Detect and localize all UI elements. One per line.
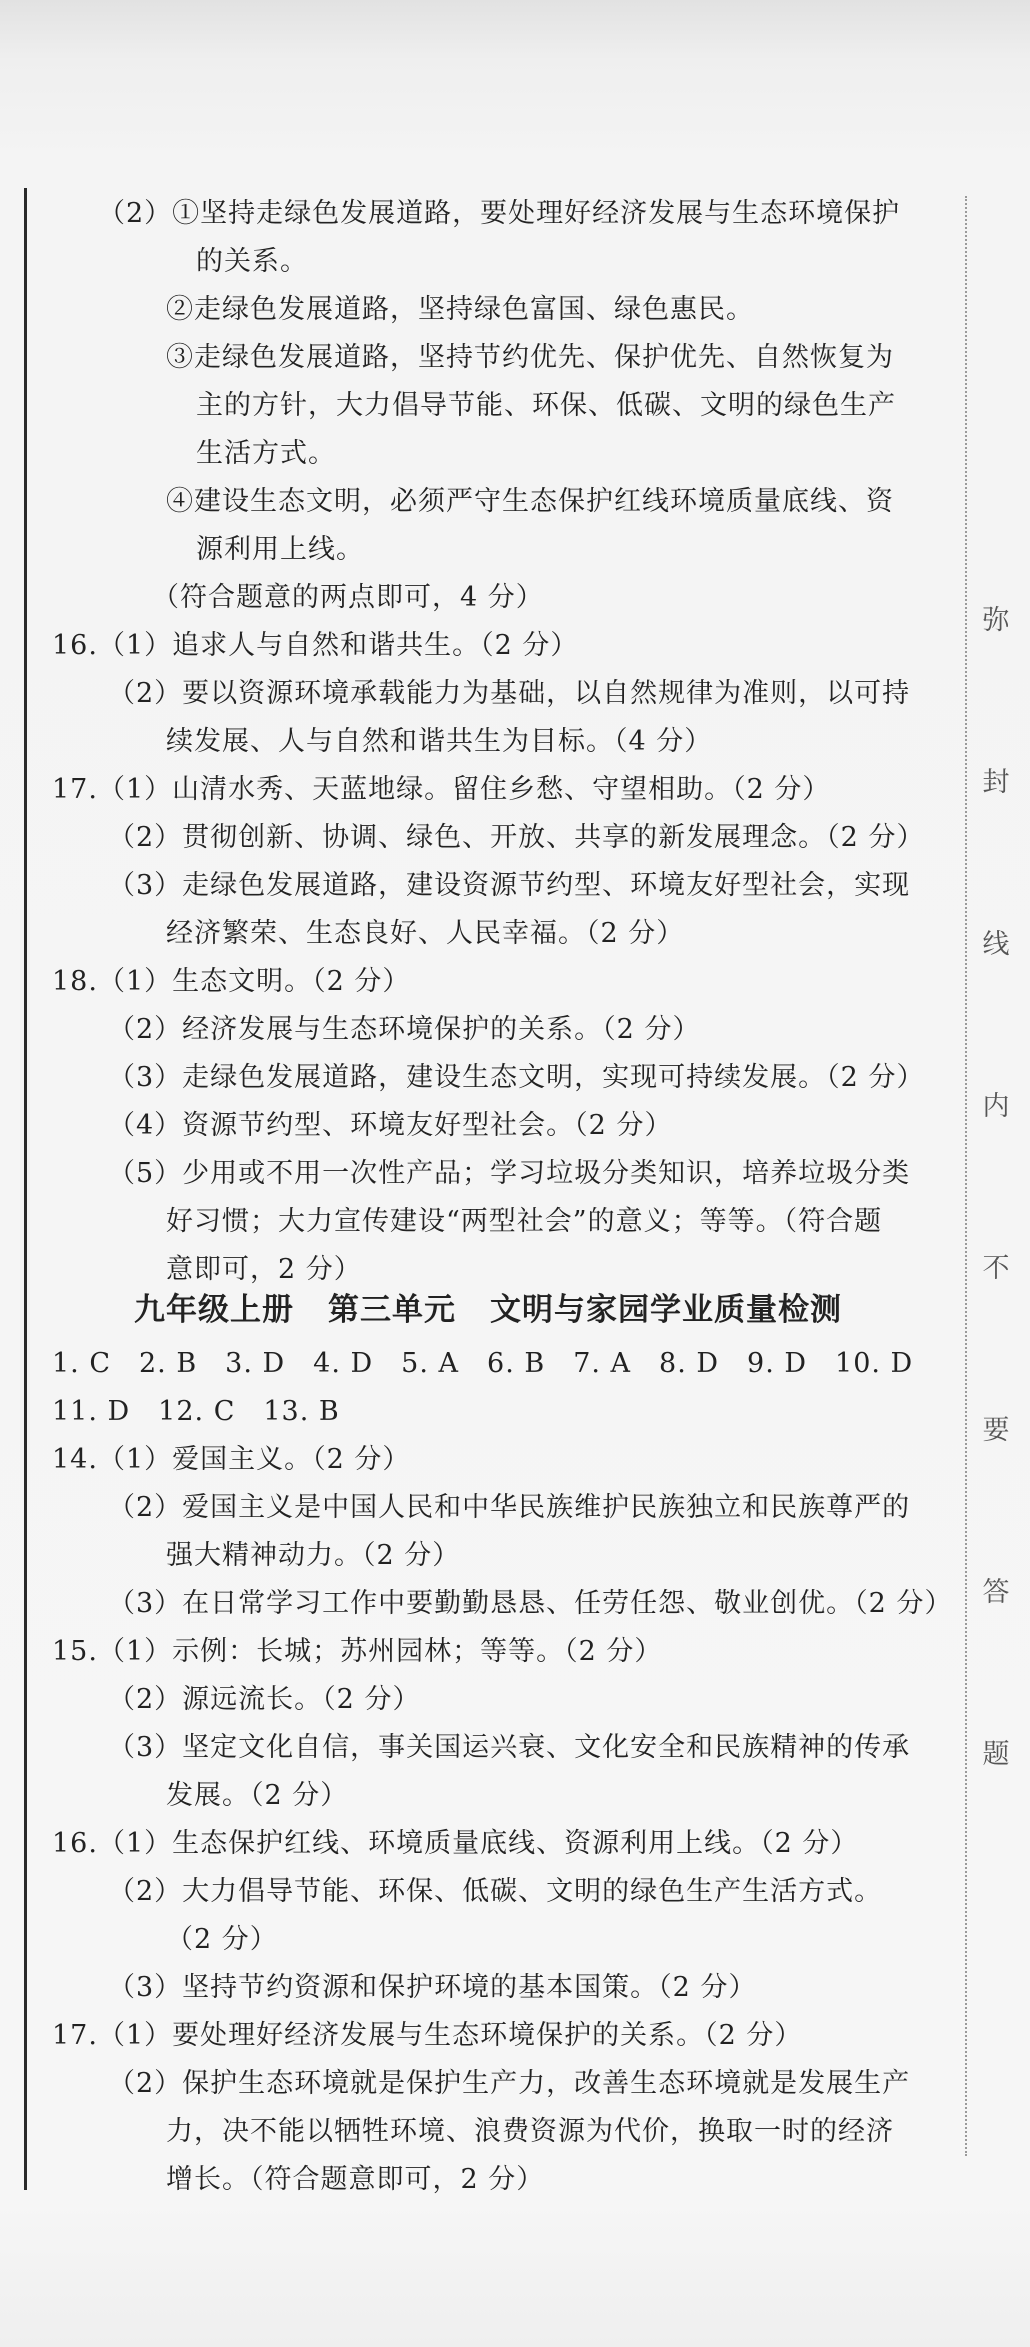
scan-top-band	[0, 0, 1030, 60]
answer-line: （2）源远流长。（2 分）	[108, 1684, 421, 1715]
answer-line: 续发展、人与自然和谐共生为目标。（4 分）	[166, 726, 713, 757]
seal-char-7: 答	[982, 1577, 1010, 1608]
answer-line: （3）坚定文化自信，事关国运兴衰、文化安全和民族精神的传承	[108, 1732, 911, 1763]
answer-line: （2）保护生态环境就是保护生产力，改善生态环境就是发展生产	[108, 2068, 911, 2099]
answer-line: 力，决不能以牺牲环境、浪费资源为代价，换取一时的经济	[166, 2116, 894, 2147]
answer-line: 增长。（符合题意即可，2 分）	[166, 2164, 545, 2195]
section-title-grade: 九年级上册	[134, 1292, 294, 1328]
answer-line: 经济繁荣、生态良好、人民幸福。（2 分）	[166, 918, 685, 949]
seal-char-2: 封	[982, 767, 1010, 798]
left-margin-rule	[24, 188, 27, 2190]
answer-line: 11. D 12. C 13. B	[52, 1396, 340, 1427]
seal-char-8: 题	[982, 1739, 1010, 1770]
seal-char-4: 内	[982, 1091, 1010, 1122]
answer-line: 好习惯；大力宣传建设“两型社会”的意义；等等。（符合题	[166, 1206, 883, 1237]
seal-char-6: 要	[982, 1415, 1010, 1446]
answer-line: （4）资源节约型、环境友好型社会。（2 分）	[108, 1110, 673, 1141]
answer-line: 17.（1）山清水秀、天蓝地绿。留住乡愁、守望相助。（2 分）	[52, 774, 831, 805]
section-title-unit: 第三单元	[328, 1292, 456, 1328]
answer-line: 16.（1）追求人与自然和谐共生。（2 分）	[52, 630, 579, 661]
section-title-name: 文明与家园学业质量检测	[490, 1292, 842, 1328]
answer-line: 的关系。	[196, 246, 308, 277]
answer-line: 18.（1）生态文明。（2 分）	[52, 966, 411, 997]
answer-line: （2）经济发展与生态环境保护的关系。（2 分）	[108, 1014, 701, 1045]
section-title	[134, 1290, 842, 1330]
answer-line: 源利用上线。	[196, 534, 364, 565]
answer-line: ②走绿色发展道路，坚持绿色富国、绿色惠民。	[166, 294, 754, 325]
answer-line: （2）爱国主义是中国人民和中华民族维护民族独立和民族尊严的	[108, 1492, 911, 1523]
answer-line: 14.（1）爱国主义。（2 分）	[52, 1444, 411, 1475]
answer-line: ③走绿色发展道路，坚持节约优先、保护优先、自然恢复为	[166, 342, 894, 373]
answer-line: （2）①坚持走绿色发展道路，要处理好经济发展与生态环境保护	[98, 198, 901, 229]
answer-line: （2 分）	[166, 1924, 278, 1955]
answer-line: 1. C 2. B 3. D 4. D 5. A 6. B 7. A 8. D 9. D 10. D	[52, 1348, 914, 1379]
answer-line: （3）在日常学习工作中要勤勤恳恳、任劳任怨、敬业创优。（2 分）	[108, 1588, 953, 1619]
answer-line: 意即可，2 分）	[166, 1254, 362, 1285]
answer-line: 发展。（2 分）	[166, 1780, 349, 1811]
seal-char-1: 弥	[982, 605, 1010, 636]
seal-char-3: 线	[982, 929, 1010, 960]
seal-char-5: 不	[982, 1253, 1010, 1284]
answer-line: （3）坚持节约资源和保护环境的基本国策。（2 分）	[108, 1972, 757, 2003]
seal-dotted-line	[965, 196, 967, 2156]
answer-line: （3）走绿色发展道路，建设资源节约型、环境友好型社会，实现	[108, 870, 911, 901]
answer-line: （2）要以资源环境承载能力为基础，以自然规律为准则，以可持	[108, 678, 911, 709]
answer-line: 生活方式。	[196, 438, 336, 469]
answer-line: 16.（1）生态保护红线、环境质量底线、资源利用上线。（2 分）	[52, 1828, 859, 1859]
answer-line: （3）走绿色发展道路，建设生态文明，实现可持续发展。（2 分）	[108, 1062, 925, 1093]
answer-line: （2）大力倡导节能、环保、低碳、文明的绿色生产生活方式。	[108, 1876, 883, 1907]
answer-line: 主的方针，大力倡导节能、环保、低碳、文明的绿色生产	[196, 390, 896, 421]
answer-line: （2）贯彻创新、协调、绿色、开放、共享的新发展理念。（2 分）	[108, 822, 925, 853]
answer-line: 15.（1）示例：长城；苏州园林；等等。（2 分）	[52, 1636, 663, 1667]
answer-line: （5）少用或不用一次性产品；学习垃圾分类知识，培养垃圾分类	[108, 1158, 911, 1189]
answer-line: （符合题意的两点即可，4 分）	[152, 582, 544, 613]
answer-line: 强大精神动力。（2 分）	[166, 1540, 461, 1571]
answer-line: ④建设生态文明，必须严守生态保护红线环境质量底线、资	[166, 486, 894, 517]
answer-line: 17.（1）要处理好经济发展与生态环境保护的关系。（2 分）	[52, 2020, 803, 2051]
